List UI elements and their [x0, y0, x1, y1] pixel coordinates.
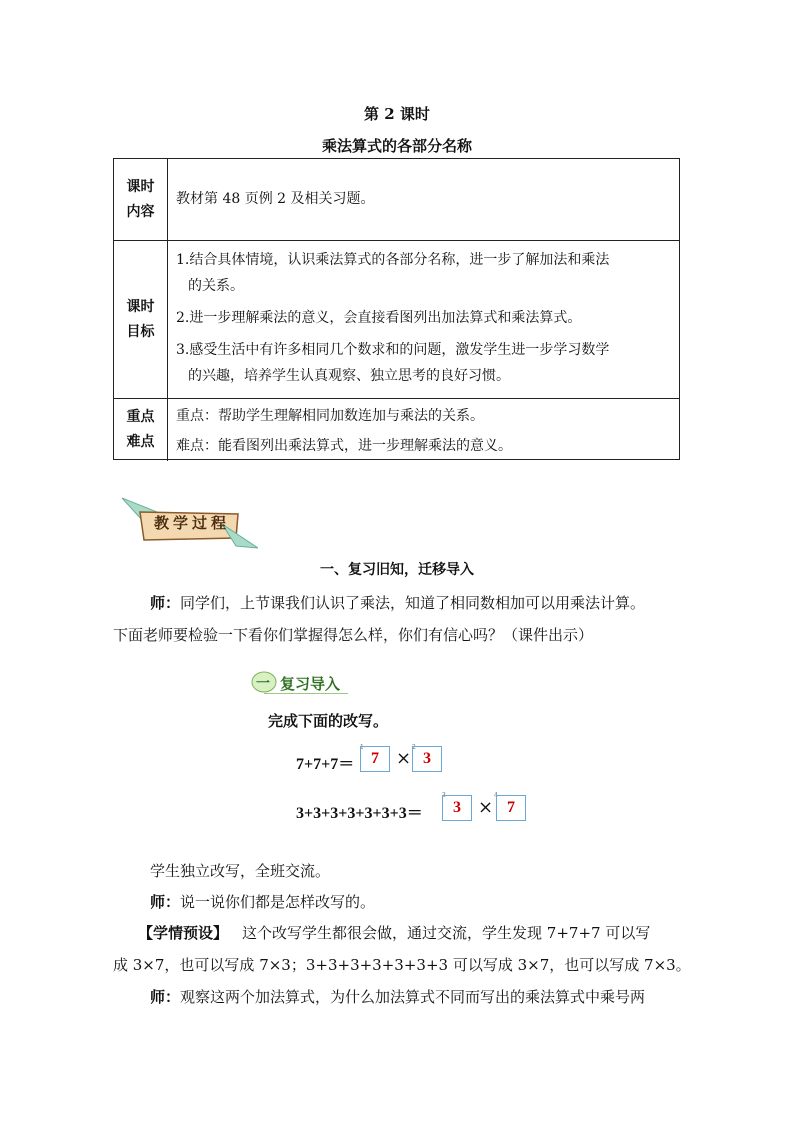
paragraph — [150, 592, 645, 613]
answer-box: 3 — [442, 795, 472, 821]
times-sign: × — [396, 748, 412, 769]
text: 这个改写学生都很会做，通过交流，学生发现 7+7+7 可以写 — [242, 924, 651, 942]
text: 同学们，上节课我们认识了乘法，知道了相同数相加可以用乘法计算。 — [180, 594, 646, 612]
paragraph: 下面老师要检验一下看你们掌握得怎么样，你们有信心吗？（课件出示） — [113, 626, 594, 644]
table-row — [114, 159, 679, 241]
goals-list — [176, 241, 671, 399]
label-line: 难点 — [126, 434, 155, 450]
lesson-info-table — [113, 158, 680, 460]
label-line: 重点 — [126, 409, 155, 425]
label-line: 目标 — [126, 323, 155, 340]
goal-line: 的兴趣，培养学生认真观察、独立思考的良好习惯。 — [188, 368, 510, 384]
paragraph — [150, 986, 645, 1007]
speaker: 师： — [150, 893, 181, 911]
marker: 4 — [494, 792, 498, 799]
review-tag-num: 一 — [256, 676, 270, 692]
table-row — [114, 399, 679, 461]
answer-box: 3 — [412, 746, 442, 772]
lesson-number: 第 2 课时 — [364, 105, 430, 123]
answer-box: 7 — [360, 746, 390, 772]
paragraph — [138, 922, 650, 943]
review-tag — [250, 670, 350, 694]
marker: 1 — [360, 744, 364, 751]
answer-box: 7 — [496, 795, 526, 821]
badge-text: 教学过程 — [153, 514, 230, 532]
instruction: 完成下面的改写。 — [268, 712, 389, 730]
times-sign: × — [478, 797, 494, 818]
tag: 【学情预设】 — [138, 924, 229, 942]
label-line: 内容 — [126, 203, 155, 220]
equation-left: 7+7+7＝ — [296, 756, 355, 773]
content-text: 教材第 48 页例 2 及相关习题。 — [176, 191, 375, 207]
goals-label — [114, 241, 168, 398]
lesson-topic: 乘法算式的各部分名称 — [321, 137, 472, 155]
paragraph: 学生独立改写，全班交流。 — [150, 862, 331, 880]
table-row — [114, 241, 679, 399]
key-point: 重点：帮助学生理解相同加数连加与乘法的关系。 — [176, 408, 484, 424]
teaching-process-badge — [118, 494, 258, 549]
paragraph: 成 3×7，也可以写成 7×3；3+3+3+3+3+3+3 可以写成 3×7，也可以写成 7×3。 — [113, 956, 691, 974]
goal-line: 的关系。 — [188, 278, 244, 294]
goal-line: 3.感受生活中有许多相同几个数求和的问题，激发学生进一步学习数学 — [176, 342, 610, 358]
paragraph — [150, 891, 375, 912]
label-line: 课时 — [126, 178, 155, 195]
label-line: 课时 — [126, 298, 155, 315]
text: 观察这两个加法算式，为什么加法算式不同而写出的乘法算式中乘号两 — [180, 988, 646, 1006]
marker: 3 — [442, 792, 446, 799]
goal-line: 1.结合具体情境，认识乘法算式的各部分名称，进一步了解加法和乘法 — [176, 252, 610, 268]
text: 说一说你们都是怎样改写的。 — [180, 893, 376, 911]
goal-line: 2.进一步理解乘法的意义，会直接看图列出加法算式和乘法算式。 — [176, 310, 582, 326]
speaker: 师： — [150, 988, 181, 1006]
section-title: 一、复习旧知，迁移导入 — [320, 562, 474, 578]
difficulty-point: 难点：能看图列出乘法算式，进一步理解乘法的意义。 — [176, 438, 512, 454]
key-label — [114, 399, 168, 461]
content-label — [114, 159, 168, 240]
review-tag-text: 复习导入 — [280, 675, 341, 693]
marker: 2 — [412, 744, 416, 751]
equation-left: 3+3+3+3+3+3+3＝ — [296, 805, 423, 822]
speaker: 师： — [150, 594, 181, 612]
